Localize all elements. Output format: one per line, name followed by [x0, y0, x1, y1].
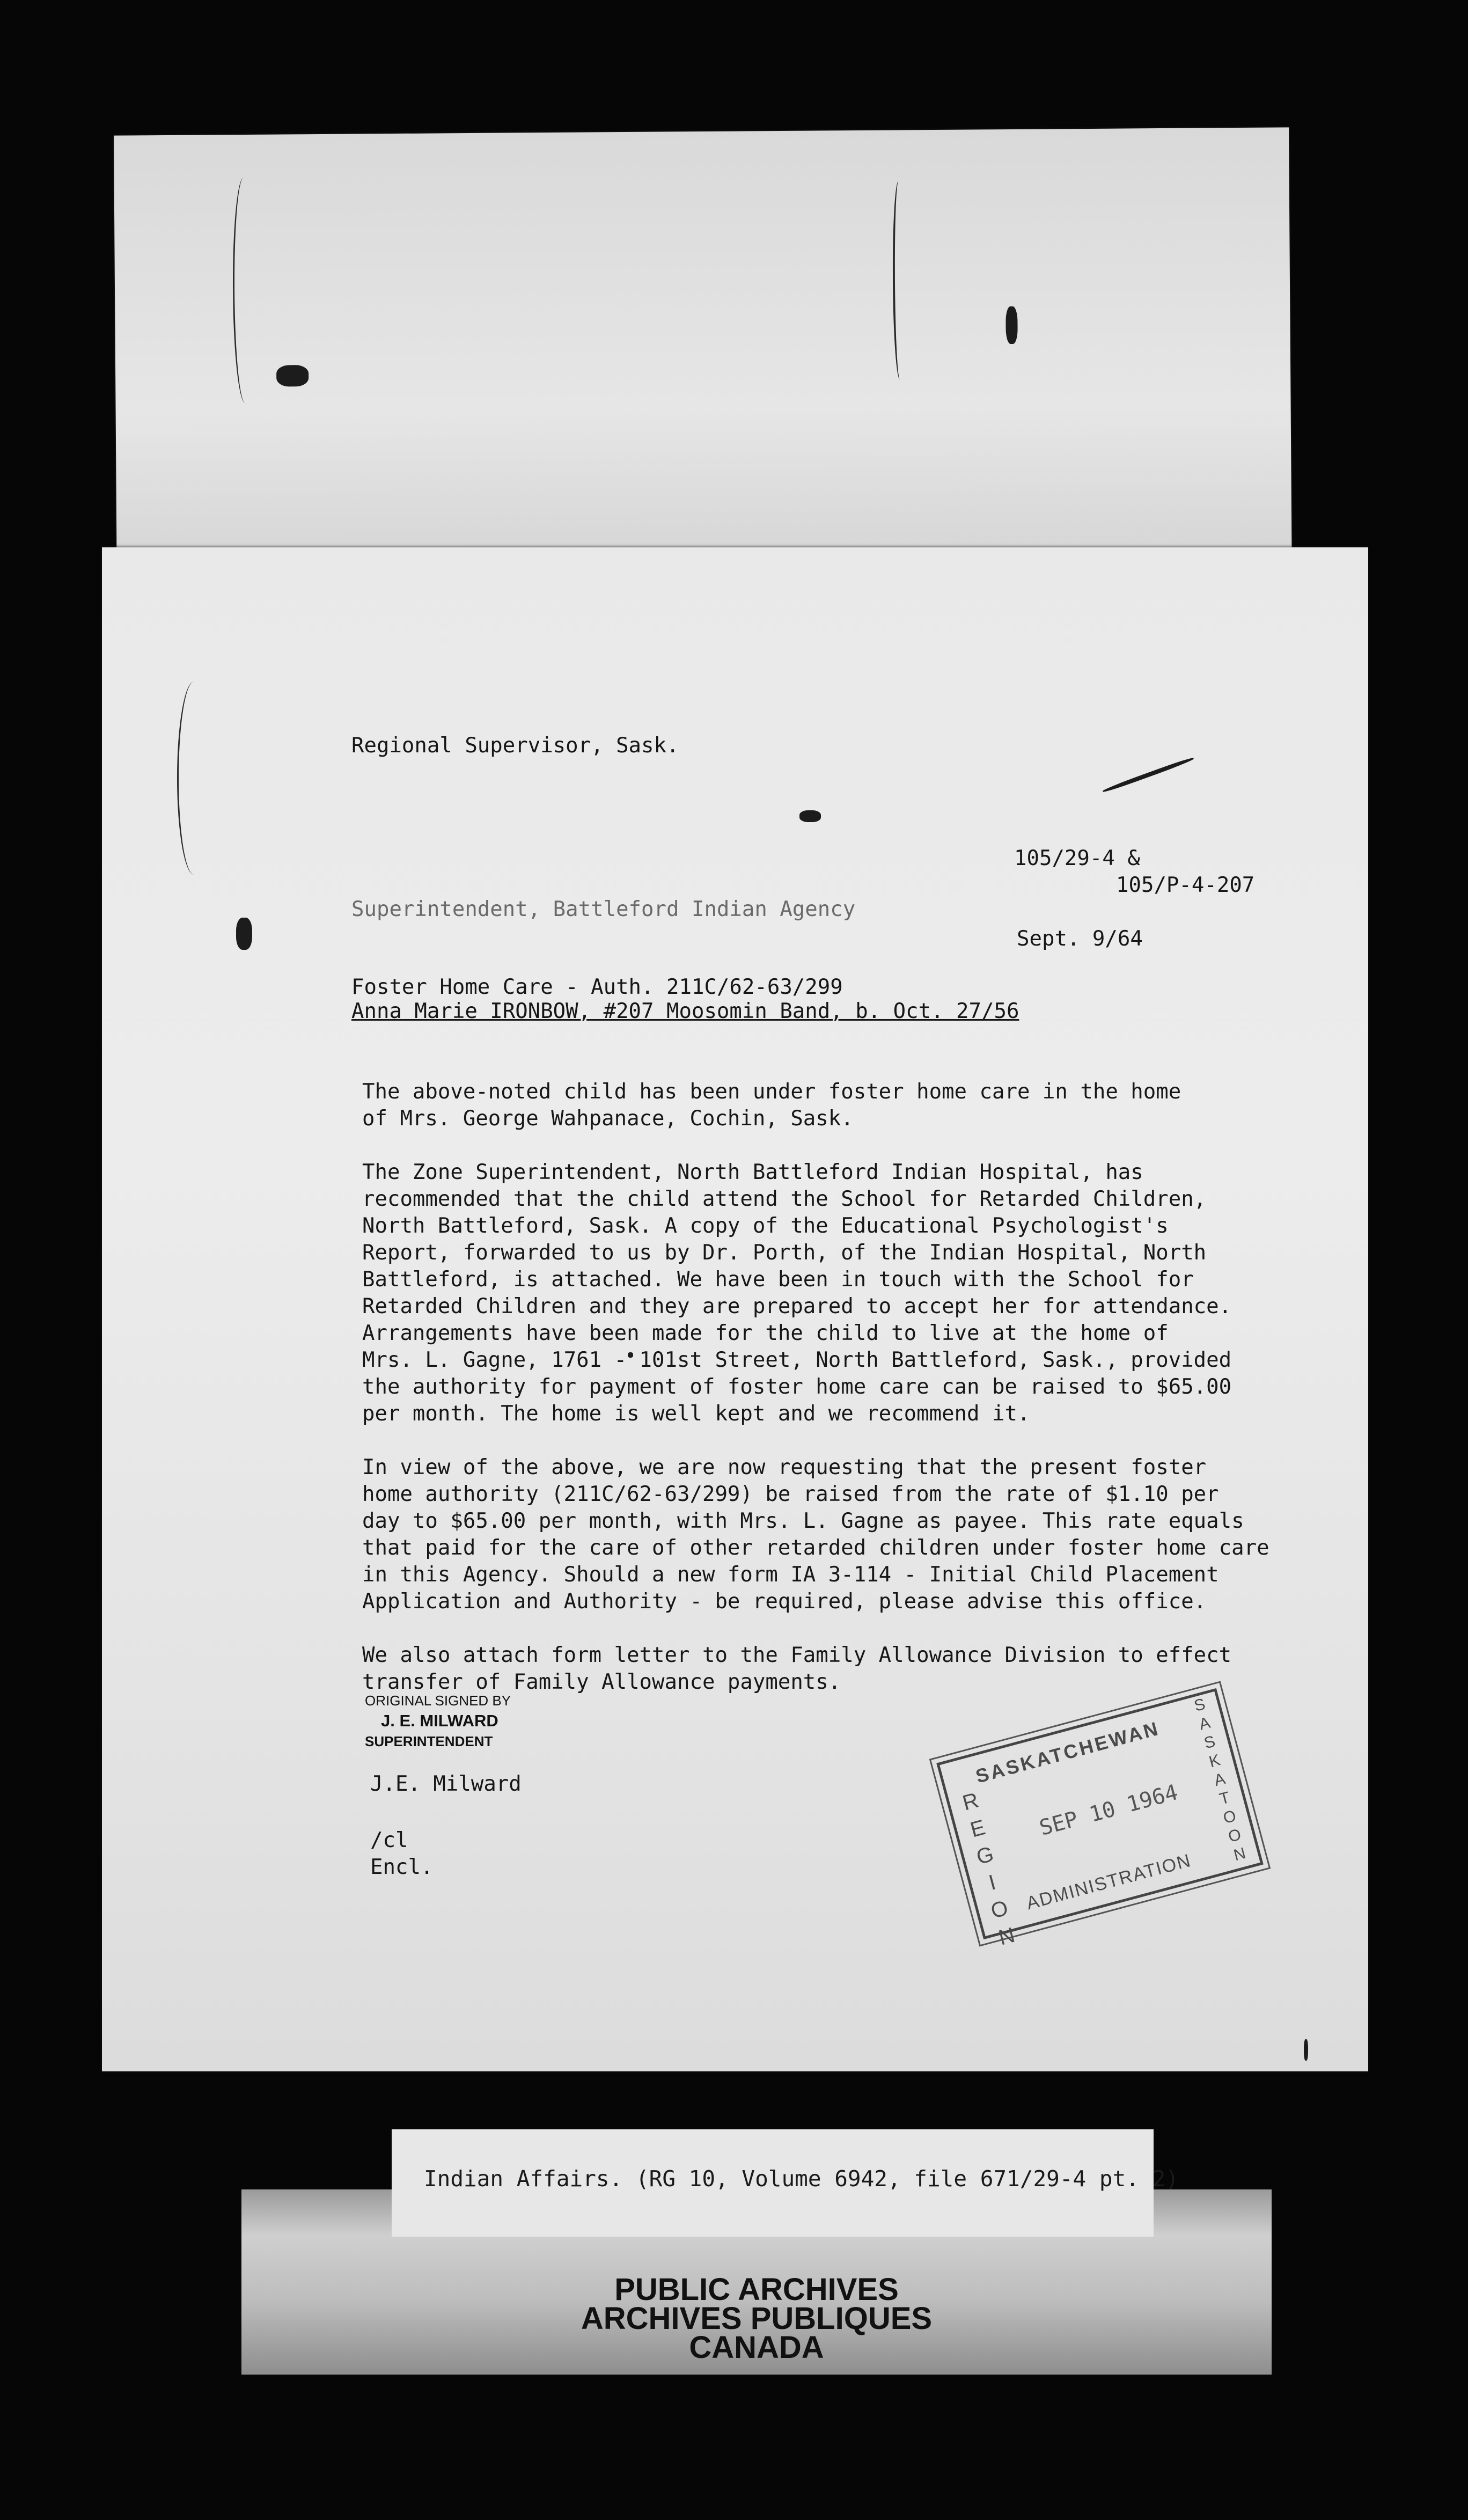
recipient: Regional Supervisor, Sask. — [351, 734, 679, 758]
ink-dot — [1304, 2039, 1308, 2061]
paragraph-3: In view of the above, we are now requesting that the present foster home authority (211C/62-63/299) be raised from the rate of $1.10 per day to $65.00 per month, with Mrs. L. Gagne as payee. This rate equals that paid for the care of other retarded children under foster home care in this Agency. Should a new form IA 3-114 - Initial Child Placement Application and Authority - be required, please advise this office. — [362, 1455, 1269, 1614]
ink-blot — [236, 918, 252, 950]
file-reference-1: 105/29-4 & — [1014, 846, 1140, 870]
typist-initials: /cl — [370, 1828, 408, 1852]
subject-line-2: Anna Marie IRONBOW, #207 Moosomin Band, b. Oct. 27/56 — [351, 999, 1019, 1023]
signature-stamp — [365, 1690, 511, 1752]
stamp-administration: ADMINISTRATION — [1024, 1850, 1194, 1914]
archive-line-3: CANADA — [689, 2330, 824, 2365]
typed-signature: J.E. Milward — [370, 1772, 522, 1796]
ink-streak — [1102, 756, 1194, 793]
letter-date: Sept. 9/64 — [1017, 927, 1143, 951]
stamp-region: REGION — [960, 1788, 1017, 1950]
scratch-mark — [232, 178, 257, 403]
citation-text: Indian Affairs. (RG 10, Volume 6942, file 671/29-4 pt. 2) — [424, 2166, 1179, 2192]
subject-line-1: Foster Home Care - Auth. 211C/62-63/299 — [351, 975, 843, 999]
citation-card — [392, 2129, 1179, 2237]
stamp-date: SEP 10 1964 — [1037, 1780, 1181, 1841]
archive-label — [241, 2272, 1272, 2365]
enclosure-note: Encl. — [370, 1855, 434, 1879]
signature-stamp-line-2: J. E. MILWARD — [381, 1711, 498, 1730]
signature-stamp-line-1: ORIGINAL SIGNED BY — [365, 1693, 511, 1709]
stamp-province: SASKATCHEWAN — [973, 1717, 1162, 1788]
sender: Superintendent, Battleford Indian Agency — [351, 897, 856, 921]
ink-blot — [276, 365, 309, 386]
stamp-city: SASKATOON — [1192, 1695, 1248, 1865]
paragraph-4: We also attach form letter to the Family Allowance Division to effect transfer of Family Allowance payments. — [362, 1643, 1232, 1694]
scratch-mark — [177, 682, 211, 875]
archive-line-1: PUBLIC ARCHIVES — [614, 2272, 899, 2307]
signature-stamp-line-3: SUPERINTENDENT — [365, 1733, 493, 1749]
scratch-mark — [892, 181, 907, 379]
file-reference-2: 105/P-4-207 — [1116, 873, 1255, 897]
paragraph-2: The Zone Superintendent, North Battleford Indian Hospital, has recommended that the child attend the School for Retarded Children, North Battleford, Sask. A copy of the Educational Psychologist's Report, forwarded to us by Dr. Porth, of the Indian Hospital, North Battleford, is attached. We have been in touch with the School for Retarded Children and they are prepared to accept her for attendance. Arrangements have been made for the child to live at the home of Mrs. L. Gagne, 1761 - 101st Street, North Battleford, Sask., provided the authority for payment of foster home care can be raised to $65.00 per month. The home is well kept and we recommend it. — [362, 1160, 1232, 1426]
ink-blot — [799, 810, 821, 822]
paragraph-1: The above-noted child has been under foster home care in the home of Mrs. George Wahpanace, Cochin, Sask. — [362, 1080, 1181, 1131]
archive-line-2: ARCHIVES PUBLIQUES — [581, 2301, 933, 2336]
back-sheet — [114, 127, 1292, 597]
ink-blot — [1005, 306, 1017, 344]
